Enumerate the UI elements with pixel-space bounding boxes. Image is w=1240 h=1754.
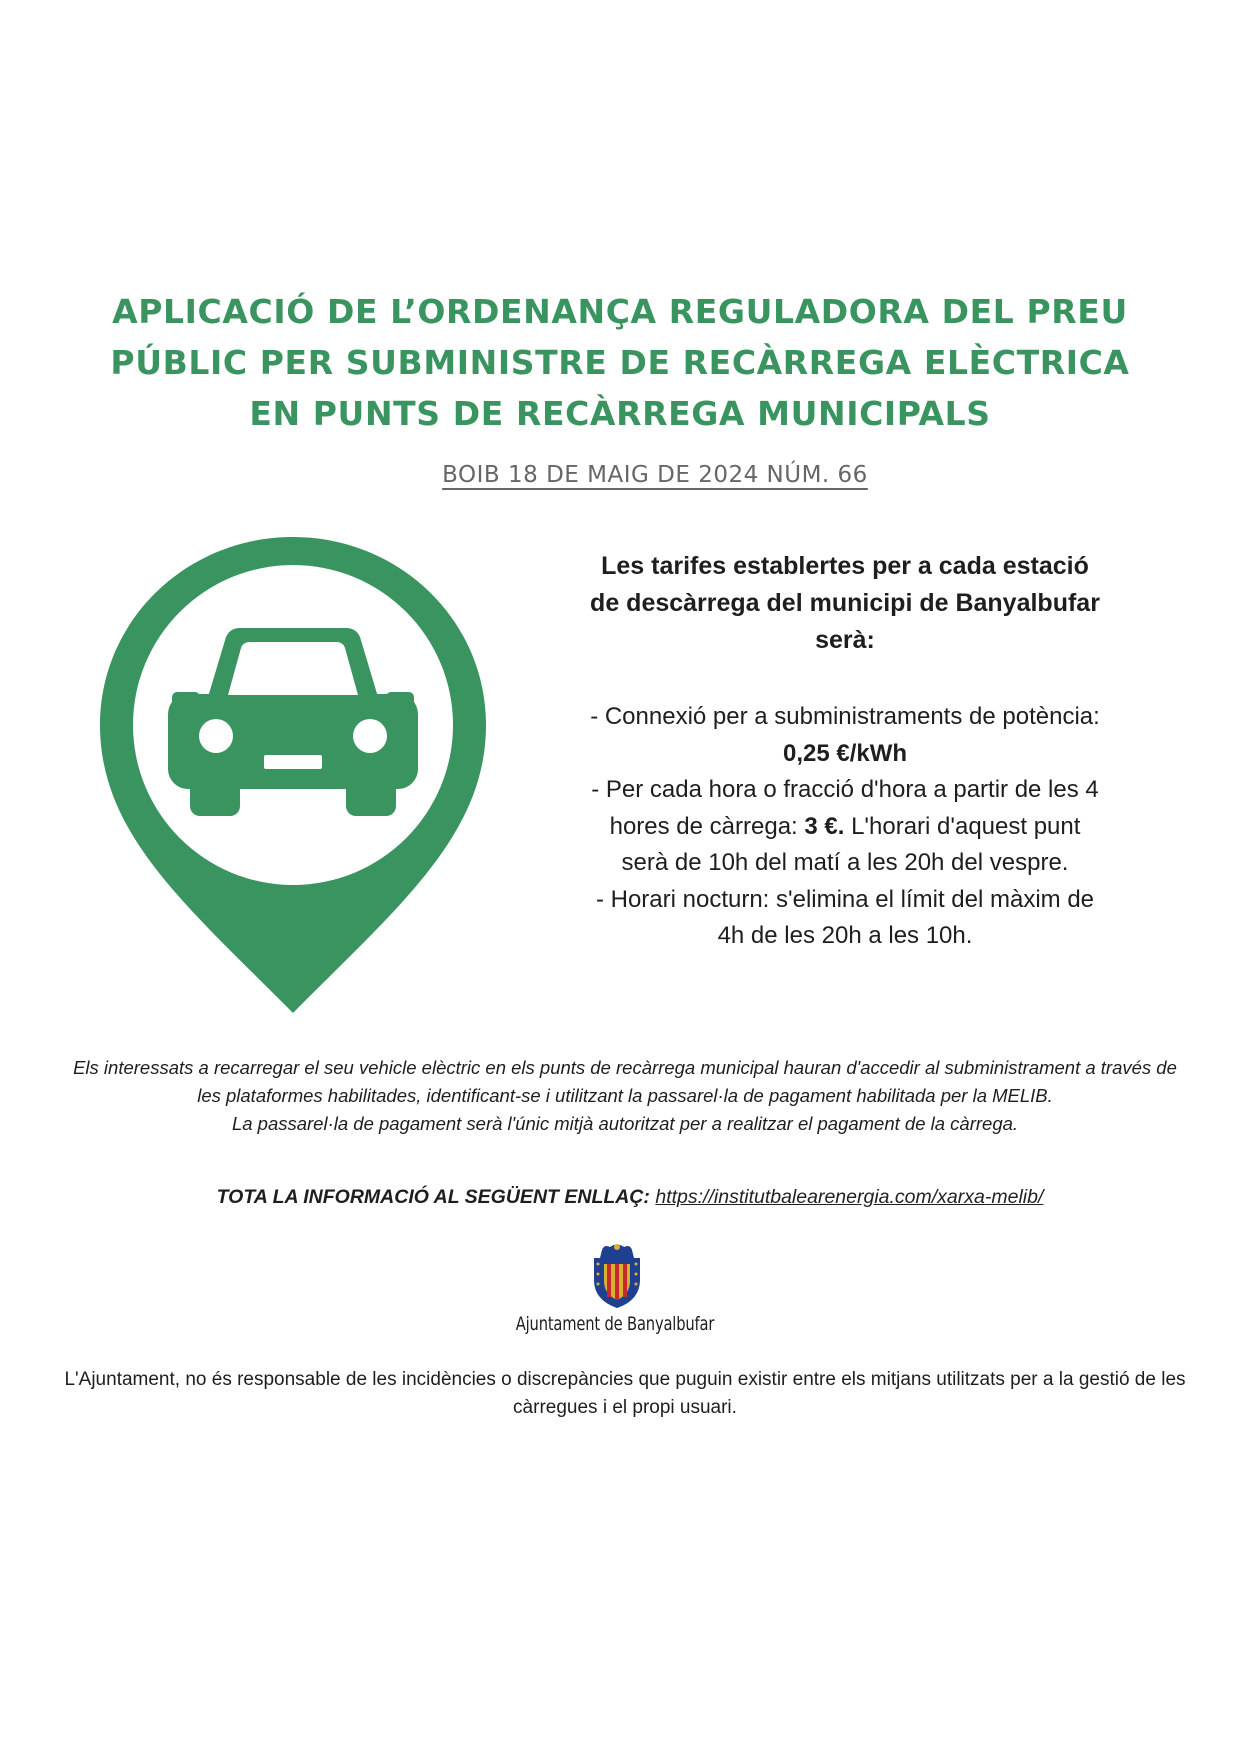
page-title (100, 286, 1140, 439)
access-notice-paragraph-2: La passarel·la de pagament serà l'únic mitjà autoritzat per a realitzar el pagament de la càrrega. (231, 1113, 1019, 1134)
municipality-name: Ajuntament de Banyalbufar (515, 1313, 715, 1335)
info-link-line (80, 1186, 1180, 1209)
car-location-pin-icon (98, 535, 488, 1015)
tariffs-intro: Les tarifes establertes per a cada estació de descàrrega del municipi de Banyalbufar serà: (590, 552, 1100, 654)
tariff-item-connection-price: 0,25 €/kWh (782, 739, 908, 767)
tariff-item-hourly-price: 3 €. (804, 812, 845, 840)
municipal-crest-icon (588, 1242, 646, 1310)
tariff-item-night: - Horari nocturn: s'elimina el límit del màxim de 4h de les 20h a les 10h. (595, 885, 1095, 949)
title-line-3: EN PUNTS DE RECÀRREGA MUNICIPALS (249, 394, 991, 433)
tariff-item-hourly (585, 772, 1105, 882)
disclaimer: L'Ajuntament, no és responsable de les incidències o discrepàncies que puguin existir entre els mitjans utilitzats per a la gestió de les càrregues i el propi usuari. (64, 1369, 1186, 1418)
tariff-item-hourly-schedule: L'horari d'aquest punt serà de 10h del matí a les 20h del vespre. (621, 812, 1081, 876)
access-notice (70, 1054, 1180, 1138)
tariff-item-hourly-text: - Per cada hora o fracció d'hora a partir de les 4 hores de càrrega: (591, 776, 1099, 840)
tariffs-section (585, 548, 1105, 955)
info-link-url[interactable]: https://institutbalearenergia.com/xarxa-melib/ (655, 1186, 1044, 1208)
boib-reference: BOIB 18 DE MAIG DE 2024 NÚM. 66 (442, 462, 868, 488)
access-notice-paragraph-1: Els interessats a recarregar el seu vehicle elèctric en els punts de recàrrega municipal hauran d'accedir al subministrament a través de les plataformes habilitades, identificant-se i utilitzant la passarel·la de pagament habilitada per la MELIB. (73, 1057, 1177, 1106)
tariff-item-connection-text: - Connexió per a subministraments de potència: (590, 703, 1100, 730)
info-link-label: TOTA LA INFORMACIÓ AL SEGÜENT ENLLAÇ: (216, 1186, 650, 1208)
title-line-2: PÚBLIC PER SUBMINISTRE DE RECÀRREGA ELÈCTRICA (110, 343, 1130, 382)
tariff-item-connection (585, 699, 1105, 772)
title-line-1: APLICACIÓ DE L’ORDENANÇA REGULADORA DEL PREU (112, 292, 1128, 331)
